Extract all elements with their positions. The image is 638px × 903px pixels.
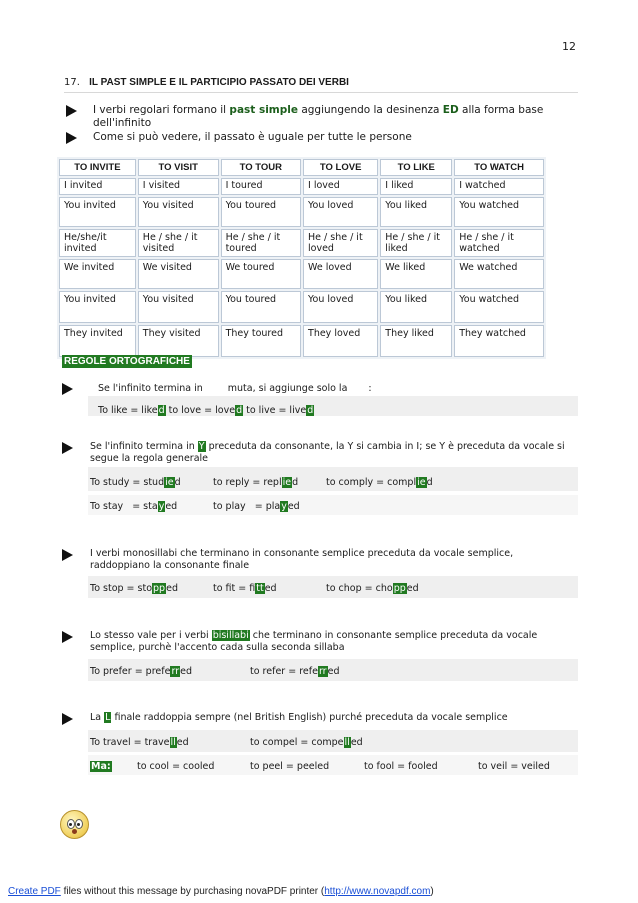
table-cell: I toured xyxy=(221,178,301,195)
example-text: to play = pla xyxy=(213,501,281,512)
highlight-suffix: ie xyxy=(417,477,426,488)
table-cell: They visited xyxy=(138,325,219,357)
ma-highlight: Ma: xyxy=(91,761,111,772)
rule4-example-prefer xyxy=(90,666,192,678)
table-cell: You visited xyxy=(138,197,219,227)
table-cell: He / she / it watched xyxy=(454,229,544,257)
highlight-suffix: tt xyxy=(256,583,264,594)
highlight-letter: L xyxy=(105,712,111,723)
spelling-rules-title: REGOLE ORTOGRAFICHE xyxy=(64,356,190,367)
highlight-suffix: pp xyxy=(153,583,166,594)
table-row xyxy=(59,325,544,357)
example-text: d xyxy=(174,477,181,488)
rule2-text xyxy=(90,441,590,465)
rule1-text xyxy=(98,383,372,395)
rule-text: che terminano in consonante semplice preceduta da vocale xyxy=(249,630,538,641)
table-cell: I watched xyxy=(454,178,544,195)
table-cell: You watched xyxy=(454,197,544,227)
rule-text: semplice, purchè l'accento cada sulla seconda sillaba xyxy=(90,642,345,653)
bullet-regular-verbs xyxy=(93,104,573,130)
bullet-text: I verbi regolari formano il xyxy=(93,104,230,116)
table-cell: We loved xyxy=(303,259,378,289)
rule3-example-fit xyxy=(213,583,277,595)
rule-text: segue la regola generale xyxy=(90,453,209,464)
ed-term: ED xyxy=(442,104,459,116)
table-cell: You toured xyxy=(221,291,301,323)
rule2-example-play xyxy=(213,501,300,513)
example-text: ed xyxy=(350,737,363,748)
rule2-example-comply xyxy=(326,477,433,489)
highlight-suffix: y xyxy=(281,501,287,512)
example-text: ed xyxy=(264,583,277,594)
smiley-pupil xyxy=(69,823,72,826)
example-text: to refer = refe xyxy=(250,666,318,677)
example-text: To study = stud xyxy=(90,477,165,488)
rule3-text xyxy=(90,548,590,572)
example-text: ed xyxy=(180,666,192,677)
table-cell: You liked xyxy=(380,291,452,323)
bullet-arrow-icon xyxy=(62,442,73,454)
table-cell: He / she / it liked xyxy=(380,229,452,257)
bullet-same-past: Come si può vedere, il passato è uguale per tutte le persone xyxy=(93,131,412,143)
table-cell: You visited xyxy=(138,291,219,323)
smiley-pupil xyxy=(77,823,80,826)
table-cell: You toured xyxy=(221,197,301,227)
rule-text: preceduta da consonante, la Y si cambia in I; se Y è preceduta da vocale si xyxy=(205,441,565,452)
rule-text: : xyxy=(368,383,372,394)
bullet-arrow-icon xyxy=(66,132,77,144)
verb-conjugation-table xyxy=(57,157,546,359)
table-cell: They loved xyxy=(303,325,378,357)
rule5-example-fool: to fool = fooled xyxy=(364,761,438,772)
rule-text: muta, si aggiunge solo la xyxy=(227,383,348,394)
example-text: ed xyxy=(166,583,178,594)
highlight-suffix: pp xyxy=(393,583,406,594)
bullet-arrow-icon xyxy=(62,549,73,561)
bullet-text: aggiungendo la desinenza xyxy=(297,104,443,116)
table-cell: We invited xyxy=(59,259,136,289)
table-cell: We visited xyxy=(138,259,219,289)
footer-text: files without this message by purchasing novaPDF printer ( xyxy=(60,886,325,897)
table-cell: They watched xyxy=(454,325,544,357)
table-cell: We toured xyxy=(221,259,301,289)
rule3-example-chop xyxy=(326,583,419,595)
rule2-example-study xyxy=(90,477,181,489)
example-text: d xyxy=(426,477,433,488)
smiley-eye xyxy=(75,819,83,829)
table-row xyxy=(59,197,544,227)
table-header: TO LOVE xyxy=(303,159,378,176)
highlight-suffix: ie xyxy=(282,477,292,488)
example-text: to chop = cho xyxy=(326,583,393,594)
table-cell: You liked xyxy=(380,197,452,227)
table-cell: I visited xyxy=(138,178,219,195)
rule5-text xyxy=(90,712,590,724)
highlight-suffix: y xyxy=(158,501,165,512)
example-text: ed xyxy=(287,501,300,512)
example-text: To like = like xyxy=(98,405,158,416)
rule-text: finale raddoppia sempre (nel British English) purché preceduta da vocale semplice xyxy=(111,712,508,723)
example-text: ed xyxy=(406,583,419,594)
table-header: TO INVITE xyxy=(59,159,136,176)
example-text: To travel = trave xyxy=(90,737,170,748)
example-text: to love = love xyxy=(168,405,236,416)
novapdf-link[interactable]: http://www.novapdf.com xyxy=(324,886,431,897)
highlight-word: bisillabi xyxy=(212,630,249,641)
table-cell: They toured xyxy=(221,325,301,357)
highlight-suffix: ie xyxy=(165,477,174,488)
page-number: 12 xyxy=(562,40,576,53)
rule5-example-peel: to peel = peeled xyxy=(250,761,330,772)
rule5-example-travel xyxy=(90,737,189,749)
rule-text: raddoppiano la consonante finale xyxy=(90,560,250,571)
table-cell: You loved xyxy=(303,197,378,227)
rule2-example-reply xyxy=(213,477,298,489)
rule-text: Se l'infinito termina in xyxy=(98,383,203,394)
rule-text: Lo stesso vale per i verbi xyxy=(90,630,212,641)
bullet-text: alla forma base xyxy=(458,104,544,116)
highlight-suffix: rr xyxy=(171,666,180,677)
table-header: TO TOUR xyxy=(221,159,301,176)
pdf-footer xyxy=(8,886,434,897)
rule5-example-compel xyxy=(250,737,363,749)
table-cell: You invited xyxy=(59,291,136,323)
table-cell: I invited xyxy=(59,178,136,195)
table-cell: He / she / it toured xyxy=(221,229,301,257)
table-cell: I loved xyxy=(303,178,378,195)
rule3-example-stop xyxy=(90,583,178,595)
table-row xyxy=(59,229,544,257)
highlight-suffix: rr xyxy=(318,666,327,677)
rule2-example-stay xyxy=(90,501,177,513)
bullet-text: dell'infinito xyxy=(93,117,152,129)
table-row xyxy=(59,291,544,323)
bullet-arrow-icon xyxy=(66,105,77,117)
table-cell: You watched xyxy=(454,291,544,323)
table-cell: I liked xyxy=(380,178,452,195)
example-text: to reply = repl xyxy=(213,477,282,488)
example-text: to comply = compl xyxy=(326,477,417,488)
create-pdf-link[interactable]: Create PDF xyxy=(8,886,61,897)
example-text: to live = live xyxy=(246,405,307,416)
smiley-mouth xyxy=(72,829,77,834)
table-cell: You loved xyxy=(303,291,378,323)
rule-text: I verbi monosillabi che terminano in consonante semplice preceduta da vocale semplice, xyxy=(90,548,514,559)
table-cell: We liked xyxy=(380,259,452,289)
example-text: ed xyxy=(327,666,340,677)
table-row xyxy=(59,178,544,195)
example-text: ed xyxy=(176,737,189,748)
highlight-suffix: d xyxy=(236,405,243,416)
smiley-face-icon xyxy=(60,810,89,839)
table-header: TO VISIT xyxy=(138,159,219,176)
ma-label xyxy=(90,761,112,773)
table-header: TO LIKE xyxy=(380,159,452,176)
table-cell: He/she/it invited xyxy=(59,229,136,257)
table-header-row xyxy=(59,159,544,176)
footer-text: ) xyxy=(430,886,434,897)
example-text: to fit = fi xyxy=(213,583,256,594)
highlight-letter: Y xyxy=(198,441,205,452)
smiley-eye xyxy=(67,819,75,829)
table-cell: He / she / it visited xyxy=(138,229,219,257)
example-text: To stay = sta xyxy=(90,501,158,512)
past-simple-term: past simple xyxy=(229,104,298,116)
example-text: To stop = sto xyxy=(90,583,153,594)
table-cell: We watched xyxy=(454,259,544,289)
section-number: 17. xyxy=(64,77,80,88)
highlight-suffix: ll xyxy=(170,737,176,748)
rule5-example-cool: to cool = cooled xyxy=(137,761,215,772)
table-header: TO WATCH xyxy=(454,159,544,176)
example-text: to compel = compe xyxy=(250,737,344,748)
highlight-suffix: d xyxy=(307,405,314,416)
rule-text: La xyxy=(90,712,105,723)
highlight-suffix: d xyxy=(158,405,165,416)
table-cell: You invited xyxy=(59,197,136,227)
bullet-arrow-icon xyxy=(62,713,73,725)
rule-text: Se l'infinito termina in xyxy=(90,441,198,452)
bullet-arrow-icon xyxy=(62,383,73,395)
example-text: ed xyxy=(165,501,178,512)
section-heading xyxy=(64,77,349,88)
table-cell: They invited xyxy=(59,325,136,357)
rule4-text xyxy=(90,630,590,654)
example-text: d xyxy=(292,477,299,488)
table-row xyxy=(59,259,544,289)
table-cell: He / she / it loved xyxy=(303,229,378,257)
heading-divider xyxy=(64,92,578,93)
bullet-arrow-icon xyxy=(62,631,73,643)
example-text: To prefer = prefe xyxy=(90,666,171,677)
rule1-examples xyxy=(98,405,314,417)
highlight-suffix: ll xyxy=(344,737,350,748)
table-cell: They liked xyxy=(380,325,452,357)
rule5-example-veil: to veil = veiled xyxy=(478,761,550,772)
section-title: IL PAST SIMPLE E IL PARTICIPIO PASSATO DEI VERBI xyxy=(89,77,349,88)
rule4-example-refer xyxy=(250,666,339,678)
